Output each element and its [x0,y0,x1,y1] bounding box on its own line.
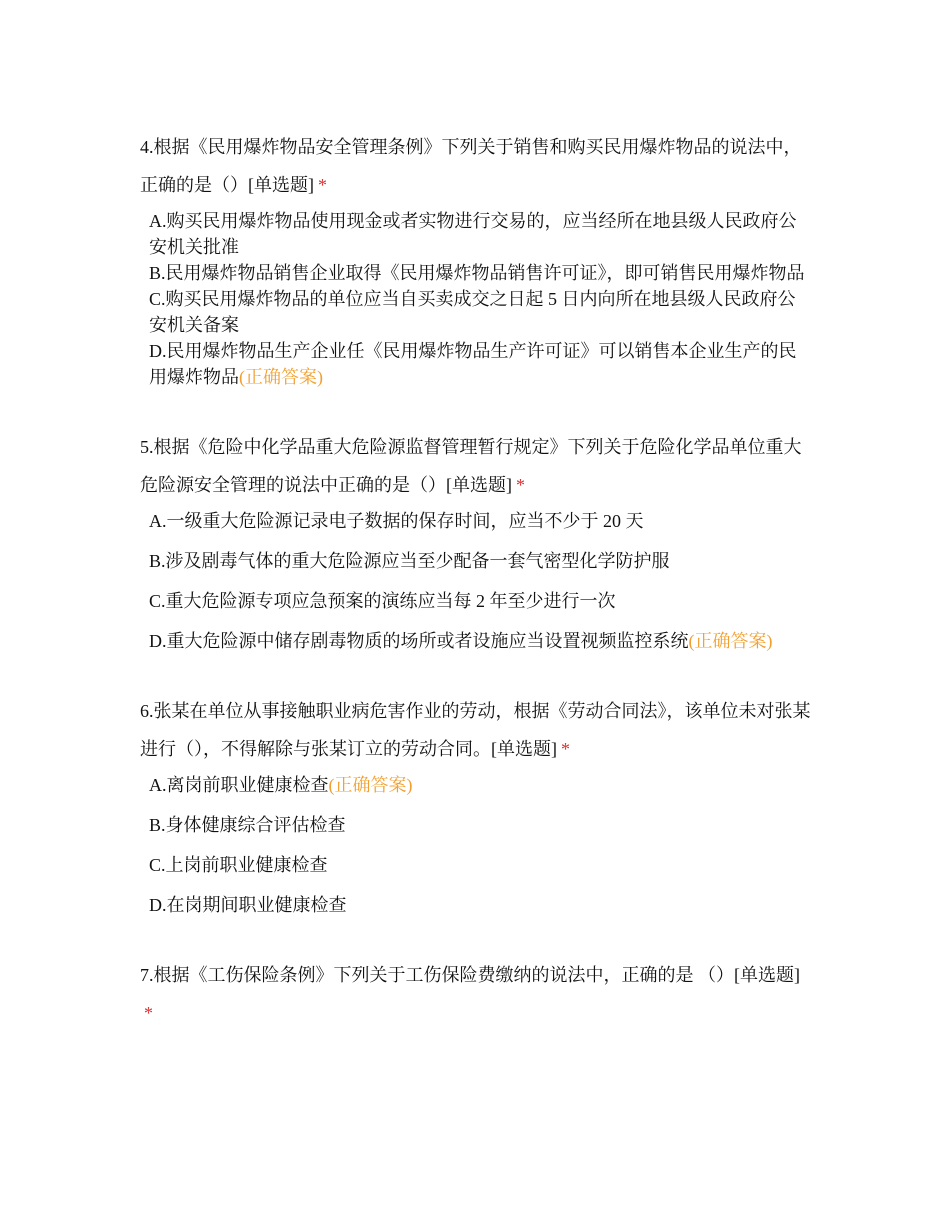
required-mark: * [318,175,327,195]
question-4 [140,128,812,390]
option-a[interactable] [149,772,812,798]
required-mark: * [561,739,570,759]
option-text: C.上岗前职业健康检查 [149,855,328,875]
question-6 [140,692,812,918]
question-text: 5.根据《危险中化学品重大危险源监督管理暂行规定》下列关于危险化学品单位重大危险源安全管理的说法中正确的是（）[单选题] [140,437,802,495]
option-text: C.购买民用爆炸物品的单位应当自买卖成交之日起 5 日内向所在地县级人民政府公安机关备案 [149,289,796,335]
option-text: B.民用爆炸物品销售企业取得《民用爆炸物品销售许可证》，即可销售民用爆炸物品 [149,263,805,283]
correct-answer-tag: (正确答案) [688,631,773,651]
option-d[interactable] [149,338,812,390]
correct-answer-tag: (正确答案) [328,775,413,795]
question-7 [140,956,812,1032]
option-c[interactable] [149,852,812,878]
option-text: A.离岗前职业健康检查 [149,775,329,795]
option-b[interactable] [149,548,812,574]
question-text: 6.张某在单位从事接触职业病危害作业的劳动，根据《劳动合同法》，该单位未对张某进行（），不得解除与张某订立的劳动合同。[单选题] [140,701,811,759]
option-list [140,772,812,918]
option-d[interactable] [149,628,812,654]
option-c[interactable] [149,588,812,614]
option-list [140,508,812,654]
required-mark: * [516,475,525,495]
option-text: D.重大危险源中储存剧毒物质的场所或者设施应当设置视频监控系统 [149,631,689,651]
option-list [140,208,812,390]
option-text: B.涉及剧毒气体的重大危险源应当至少配备一套气密型化学防护服 [149,551,670,571]
question-title [140,956,812,1032]
option-c[interactable] [149,286,812,338]
option-text: A.一级重大危险源记录电子数据的保存时间，应当不少于 20 天 [149,511,644,531]
correct-answer-tag: (正确答案) [239,367,323,387]
option-text: D.民用爆炸物品生产企业任《民用爆炸物品生产许可证》可以销售本企业生产的民用爆炸物品 [149,341,797,387]
required-mark: * [144,1003,153,1023]
option-text: D.在岗期间职业健康检查 [149,895,347,915]
option-b[interactable] [149,812,812,838]
question-text: 7.根据《工伤保险条例》下列关于工伤保险费缴纳的说法中，正确的是 （）[单选题] [140,965,800,985]
option-d[interactable] [149,892,812,918]
question-5 [140,428,812,654]
question-text: 4.根据《民用爆炸物品安全管理条例》下列关于销售和购买民用爆炸物品的说法中，正确的是（）[单选题] [140,137,802,195]
option-a[interactable] [149,208,812,260]
option-text: A.购买民用爆炸物品使用现金或者实物进行交易的，应当经所在地县级人民政府公安机关批准 [149,211,797,257]
question-title [140,128,812,204]
option-text: B.身体健康综合评估检查 [149,815,346,835]
question-title [140,428,812,504]
option-text: C.重大危险源专项应急预案的演练应当每 2 年至少进行一次 [149,591,616,611]
option-a[interactable] [149,508,812,534]
option-b[interactable] [149,260,812,286]
survey-page [140,128,812,1032]
question-title [140,692,812,768]
